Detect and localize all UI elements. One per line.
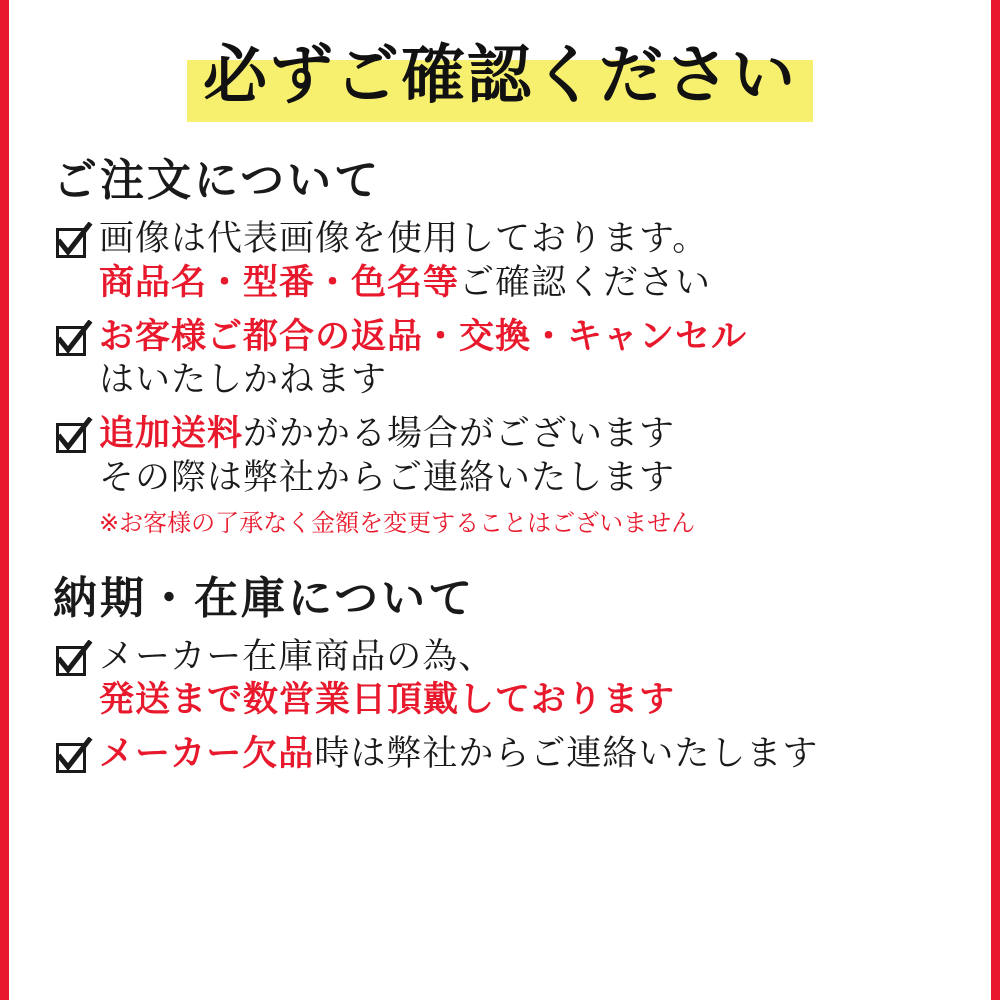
item-line-red: メーカー欠品: [99, 734, 315, 774]
item-line: [99, 262, 961, 306]
list-item: [53, 733, 961, 777]
page-title: [187, 38, 813, 118]
checkbox-checked-icon: [53, 640, 93, 680]
list-item-text: [99, 733, 961, 777]
list-item-text: [99, 316, 961, 404]
list-item: [53, 636, 961, 724]
item-line: お客様ご都合の返品・交換・キャンセル: [99, 316, 748, 357]
item-line: 発送まで数営業日頂戴しております: [99, 680, 676, 721]
item-line-black: 時は弊社からご連絡いたします: [314, 734, 819, 774]
item-note: ※お客様の了承なく金額を変更することはございません: [99, 508, 696, 537]
checkbox-checked-icon: [53, 417, 93, 457]
section-heading-orders: ご注文について: [53, 155, 382, 206]
checkbox-checked-icon: [53, 737, 93, 777]
page-title-wrapper: [39, 38, 961, 118]
checkbox-checked-icon: [53, 222, 93, 262]
list-item-text: [99, 636, 961, 724]
list-item: [53, 218, 961, 306]
item-line-red: 追加送料: [99, 414, 244, 454]
list-item-text: [99, 218, 961, 306]
item-line: メーカー在庫商品の為、: [99, 636, 495, 677]
section-heading-delivery: 納期・在庫について: [53, 572, 476, 624]
item-line: はいたしかねます: [99, 360, 388, 401]
item-line-red: 商品名・型番・色名等: [99, 262, 460, 303]
page-title-text: 必ずご確認ください: [203, 39, 797, 113]
item-line: その際は弊社からご連絡いたします: [99, 457, 676, 498]
item-line: [99, 733, 961, 777]
item-line: [99, 413, 961, 457]
list-item-text: [99, 413, 961, 538]
list-item: [53, 413, 961, 538]
item-line-black: ご確認ください: [459, 262, 712, 303]
item-line-black: がかかる場合がございます: [243, 414, 676, 454]
list-item: [53, 316, 961, 404]
item-line: 画像は代表画像を使用しております。: [99, 219, 709, 259]
notice-content: [9, 0, 991, 1000]
checkbox-checked-icon: [53, 320, 93, 360]
